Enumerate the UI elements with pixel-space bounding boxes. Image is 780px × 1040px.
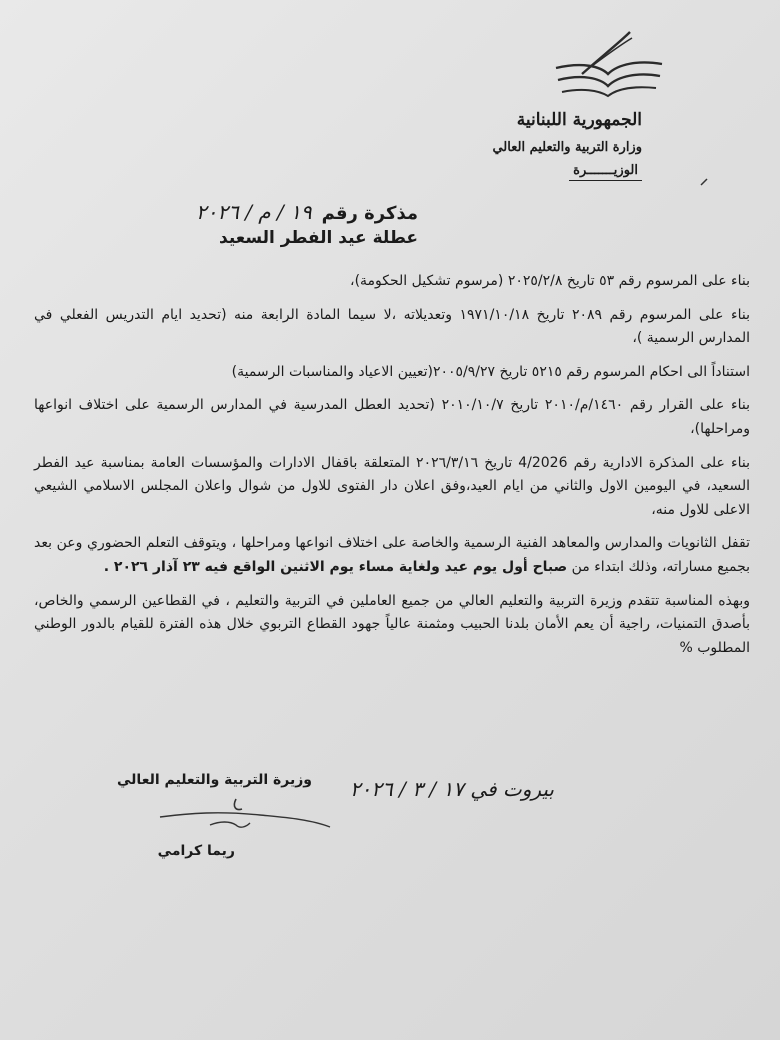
memo-heading xyxy=(196,200,418,248)
memo-number-handwritten: ١٩ / م / ٢٠٢٦ xyxy=(195,200,312,224)
handwritten-signature xyxy=(150,795,340,840)
memo-body xyxy=(34,270,750,660)
letterhead xyxy=(492,110,642,181)
memo-number-label: مذكرة رقم xyxy=(321,203,418,224)
paragraph-7: وبهذه المناسبة تتقدم وزيرة التربية والتعليم العالي من جميع العاملين في التربية والتعليم ، في القطاعين الرسمي والخاص، بأصدق التمنيات، راجية أن يعم الأمان بلدنا الحبيب ومثمنة عالياً جهود القطاع التربوي خلال هذه الفترة للقيام بالدور الوطني المطلوب % xyxy=(34,592,750,656)
paragraph-6-text: تقفل الثانويات والمدارس والمعاهد الفنية الرسمية والخاصة على اختلاف انواعها ومراحلها ، ويتوقف التعلم الحضوري وعن بعد بجميع مساراته، وذلك ابتداء من xyxy=(34,535,750,575)
office-name: الوزيـــــــرة xyxy=(569,163,642,181)
memo-subject: عطلة عيد الفطر السعيد xyxy=(219,228,418,248)
paragraph-6 xyxy=(34,532,750,579)
place-date-handwritten: بيروت في ١٧ / ٣ / ٢٠٢٦ xyxy=(349,777,554,801)
paragraph-6-emphasis: صباح أول يوم عيد ولغاية مساء يوم الاثنين الواقع فيه ٢٣ آذار ٢٠٢٦ . xyxy=(103,558,568,575)
paragraph-2: بناء على المرسوم رقم ٢٠٨٩ تاريخ ١٩٧١/١٠/١٨ وتعديلاته ،لا سيما المادة الرابعة منه (تحديد ايام التدريس الفعلي في المدارس الرسمية )، xyxy=(34,306,750,347)
paragraph-1: بناء على المرسوم رقم ٥٣ تاريخ ٢٠٢٥/٢/٨ (مرسوم تشكيل الحكومة)، xyxy=(350,273,750,289)
cedar-book-logo xyxy=(552,30,664,100)
pen-mark xyxy=(700,178,708,186)
republic-name: الجمهورية اللبنانية xyxy=(516,110,642,130)
paragraph-3: استناداً الى احكام المرسوم رقم ٥٢١٥ تاريخ ٢٠٠٥/٩/٢٧(تعيين الاعياد والمناسبات الرسمية) xyxy=(231,363,750,380)
signatory-name: ريما كرامي xyxy=(157,843,235,859)
ministry-name: وزارة التربية والتعليم العالي xyxy=(492,140,642,155)
paragraph-5: بناء على المذكرة الادارية رقم 4/2026 تاريخ ٢٠٢٦/٣/١٦ المتعلقة باقفال الادارات والمؤسسات العامة بمناسبة عيد الفطر السعيد، في اليومين الاول والثاني من ايام العيد،وفق اعلان دار الفتوى للاول من شوال واعلان المجلس الاسلامي الشيعي الاعلى للاول منه، xyxy=(34,454,750,518)
signatory-title: وزيرة التربية والتعليم العالي xyxy=(117,772,312,788)
paragraph-4: بناء على القرار رقم ١٤٦٠/م/٢٠١٠ تاريخ ٢٠١٠/١٠/٧ (تحديد العطل المدرسية في المدارس الرسمية على اختلاف انواعها ومراحلها)، xyxy=(34,397,750,437)
memo-number-row xyxy=(196,200,418,224)
